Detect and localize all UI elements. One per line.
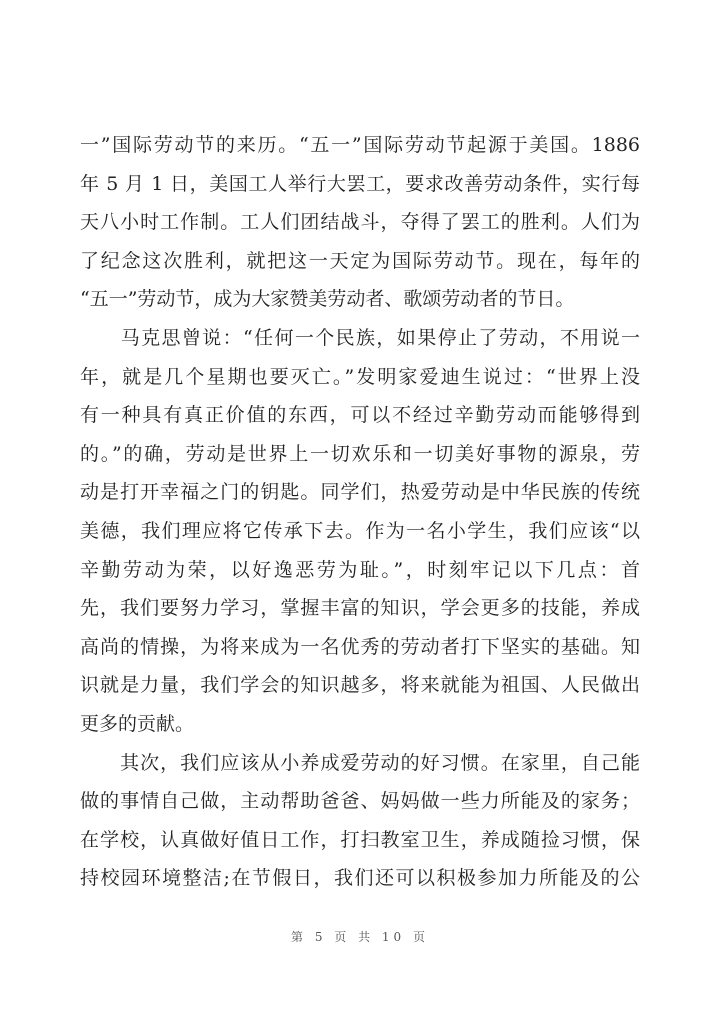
text-line: 高尚的情操，为将来成为一名优秀的劳动者打下坚实的基础。知 — [80, 635, 640, 658]
text-line: 辛勤劳动为荣，以好逸恶劳为耻。”，时刻牢记以下几点：首 — [80, 558, 640, 581]
text-line: 年 5 月 1 日，美国工人举行大罢工，要求改善劳动条件，实行每 — [80, 172, 640, 195]
text-line: 其次，我们应该从小养成爱劳动的好习惯。在家里，自己能 — [80, 751, 640, 774]
text-line: 动是打开幸福之门的钥匙。同学们，热爱劳动是中华民族的传统 — [80, 481, 640, 504]
text-line: “五一”劳动节，成为大家赞美劳动者、歌颂劳动者的节日。 — [80, 288, 575, 311]
text-line: 有一种具有真正价值的东西，可以不经过辛勤劳动而能够得到 — [80, 404, 640, 427]
text-line: 识就是力量，我们学会的知识越多，将来就能为祖国、人民做出 — [80, 674, 640, 697]
text-line: 的。”的确，劳动是世界上一切欢乐和一切美好事物的源泉，劳 — [80, 442, 640, 465]
text-line: 做的事情自己做，主动帮助爸爸、妈妈做一些力所能及的家务； — [80, 790, 640, 813]
text-line: 年，就是几个星期也要灭亡。”发明家爱迪生说过：“世界上没 — [80, 365, 640, 388]
text-line: 了纪念这次胜利，就把这一天定为国际劳动节。现在，每年的 — [80, 249, 640, 272]
text-line: 更多的贡献。 — [80, 712, 195, 735]
text-line: 持校园环境整洁;在节假日，我们还可以积极参加力所能及的公 — [80, 867, 640, 890]
text-line: 美德，我们理应将它传承下去。作为一名小学生，我们应该“以 — [80, 519, 640, 542]
text-line: 马克思曾说：“任何一个民族，如果停止了劳动，不用说一 — [80, 326, 640, 349]
text-line: 一”国际劳动节的来历。“五一”国际劳动节起源于美国。1886 — [80, 134, 640, 156]
text-line: 在学校，认真做好值日工作，打扫教室卫生，养成随捡习惯，保 — [80, 828, 640, 851]
body-text — [80, 126, 640, 898]
page-footer — [0, 928, 720, 945]
text-line: 先，我们要努力学习，掌握丰富的知识，学会更多的技能，养成 — [80, 597, 640, 620]
page-number: 第 5 页 共 10 页 — [291, 930, 429, 944]
text-line: 天八小时工作制。工人们团结战斗，夺得了罢工的胜利。人们为 — [80, 211, 640, 234]
